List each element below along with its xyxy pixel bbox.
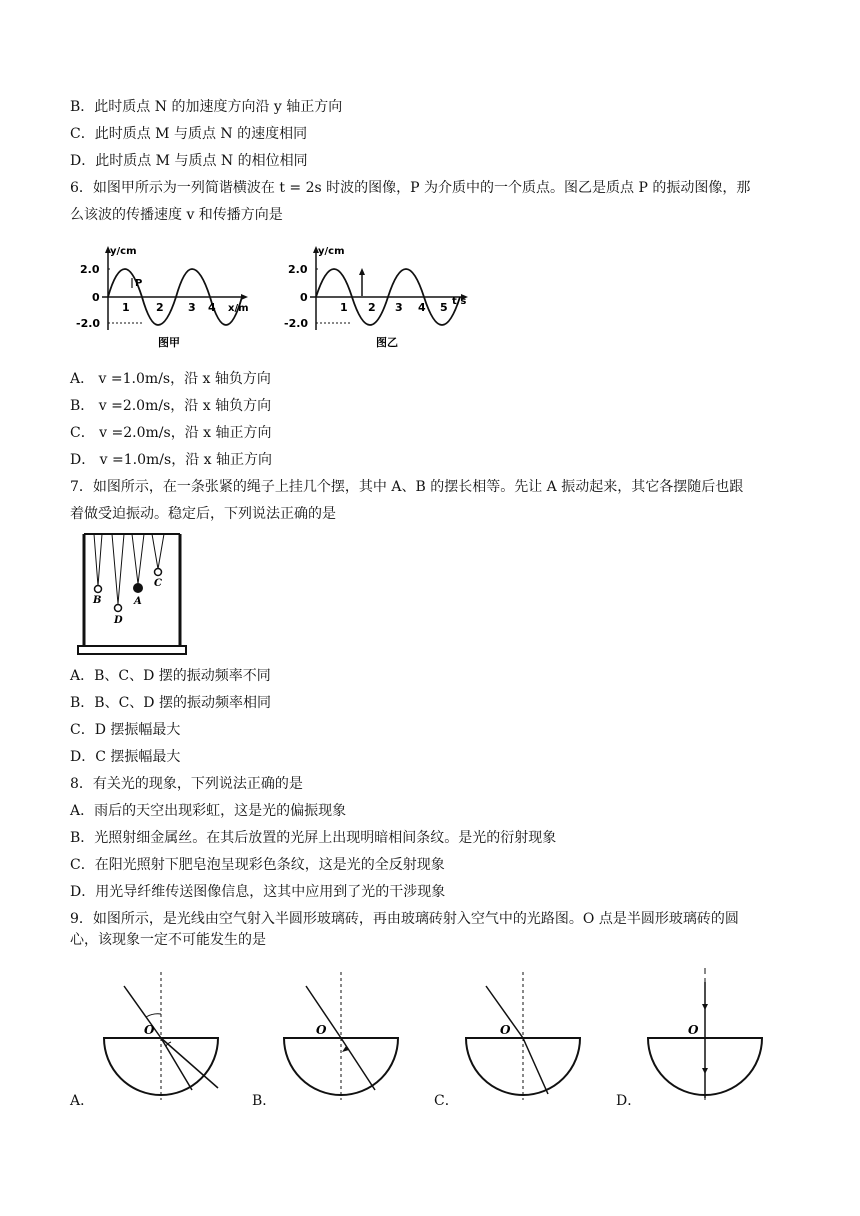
yi-tick-3: 3: [395, 301, 403, 314]
q6-option-b: B． v =2.0m/s，沿 x 轴负方向: [70, 398, 272, 414]
q6-option-a: A． v =1.0m/s，沿 x 轴负方向: [70, 371, 271, 387]
q6-graphs-svg: [72, 240, 472, 356]
label-a: A: [134, 596, 142, 607]
q6-figures: [72, 240, 472, 356]
pendulum-svg: [76, 530, 188, 660]
q6-option-c: C． v =2.0m/s，沿 x 轴正方向: [70, 425, 272, 441]
q9-stem-line1: 9．如图所示，是光线由空气射入半圆形玻璃砖，再由玻璃砖射入空气中的光路图。O 点是半圆形玻璃砖的圆: [70, 911, 739, 927]
jia-point-p: P: [135, 278, 143, 289]
q8-option-d: D．用光导纤维传送图像信息，这其中应用到了光的干涉现象: [70, 884, 446, 900]
q9-stem-line2: 心，该现象一定不可能发生的是: [70, 932, 266, 948]
label-b: B: [93, 595, 102, 606]
yi-caption: 图乙: [376, 336, 398, 349]
q9-choice-d: D．: [616, 1093, 642, 1109]
yi-ymin: -2.0: [284, 317, 309, 330]
q8-stem: 8．有关光的现象，下列说法正确的是: [70, 776, 303, 792]
jia-ylabel: y/cm: [110, 246, 137, 257]
yi-ylabel: y/cm: [318, 246, 345, 257]
center-o-d: O: [688, 1023, 699, 1037]
q9-choice-c: C．: [434, 1093, 459, 1109]
yi-tick-5: 5: [440, 301, 448, 314]
q9-figure-b: [280, 972, 406, 1102]
q7-option-b: B．B、C、D 摆的振动频率相同: [70, 695, 271, 711]
jia-tick-1: 1: [122, 301, 130, 314]
q7-option-a: A．B、C、D 摆的振动频率不同: [70, 668, 271, 684]
q9-figure-c: [462, 972, 588, 1102]
jia-zero: 0: [92, 291, 100, 304]
yi-zero: 0: [300, 291, 308, 304]
jia-ymax: 2.0: [80, 263, 100, 276]
jia-xlabel: x/m: [228, 303, 249, 314]
q5-option-d: D．此时质点 M 与质点 N 的相位相同: [70, 153, 308, 169]
q8-option-b: B．光照射细金属丝。在其后放置的光屏上出现明暗相间条纹。是光的衍射现象: [70, 830, 557, 846]
yi-tick-2: 2: [368, 301, 376, 314]
q5-option-c: C．此时质点 M 与质点 N 的速度相同: [70, 126, 308, 142]
q7-option-c: C．D 摆振幅最大: [70, 722, 181, 738]
yi-xlabel: t/s: [452, 296, 467, 307]
yi-tick-4: 4: [418, 301, 426, 314]
center-o-a: O: [144, 1023, 155, 1037]
q5-option-b: B．此时质点 N 的加速度方向沿 y 轴正方向: [70, 99, 343, 115]
center-o-b: O: [316, 1023, 327, 1037]
jia-caption: 图甲: [158, 336, 180, 349]
yi-ymax: 2.0: [288, 263, 308, 276]
label-c: C: [154, 578, 162, 589]
q7-pendulum-figure: [76, 530, 188, 660]
center-o-c: O: [500, 1023, 511, 1037]
q9-choice-b: B．: [252, 1093, 277, 1109]
q6-stem-line1: 6．如图甲所示为一列简谐横波在 t = 2s 时波的图像，P 为介质中的一个质点。图乙是质点 P 的振动图像，那: [70, 180, 751, 196]
q8-option-a: A．雨后的天空出现彩虹，这是光的偏振现象: [70, 803, 347, 819]
q6-option-d: D． v =1.0m/s，沿 x 轴正方向: [70, 452, 273, 468]
vibration-graph-yi: [284, 246, 468, 349]
q7-stem-line1: 7．如图所示，在一条张紧的绳子上挂几个摆，其中 A、B 的摆长相等。先让 A 振动起来，其它各摆随后也跟: [70, 479, 744, 495]
q7-stem-line2: 着做受迫振动。稳定后，下列说法正确的是: [70, 506, 336, 522]
q8-option-c: C．在阳光照射下肥皂泡呈现彩色条纹，这是光的全反射现象: [70, 857, 445, 873]
q6-stem-line2: 么该波的传播速度 v 和传播方向是: [70, 207, 283, 223]
q7-option-d: D．C 摆振幅最大: [70, 749, 181, 765]
q9-choice-a: A．: [70, 1093, 95, 1109]
jia-tick-4: 4: [208, 301, 216, 314]
jia-tick-3: 3: [188, 301, 196, 314]
q9-figure-d: [644, 968, 770, 1102]
jia-tick-2: 2: [156, 301, 164, 314]
wave-graph-jia: [76, 246, 249, 349]
yi-tick-1: 1: [340, 301, 348, 314]
q9-figure-a: [100, 972, 226, 1102]
label-d: D: [114, 615, 123, 626]
jia-ymin: -2.0: [76, 317, 101, 330]
